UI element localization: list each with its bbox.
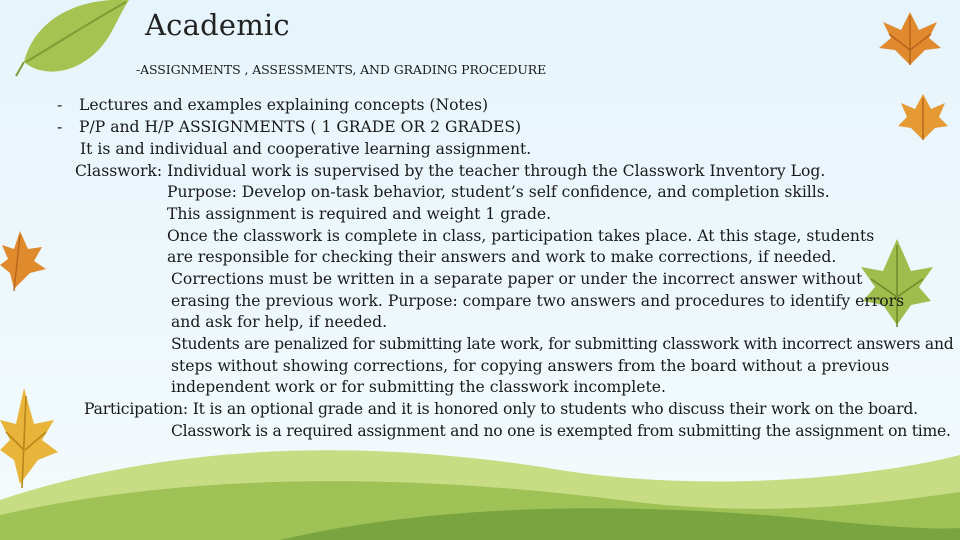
slide-title: Academic xyxy=(145,8,290,42)
orange-leaf-top-right-icon xyxy=(875,10,945,72)
bullet-item-notes: Lectures and examples explaining concepts (Notes) xyxy=(79,96,489,114)
body-line: Students are penalized for submitting late work, for submitting classwork with incorrect answers and xyxy=(171,335,954,353)
green-leaf-top-left-icon xyxy=(14,0,144,82)
body-line: This assignment is required and weight 1 grade. xyxy=(167,205,552,223)
bullet-marker: - xyxy=(57,96,63,114)
slide-subtitle: -ASSIGNMENTS , ASSESSMENTS, AND GRADING PROCEDURE xyxy=(136,62,547,77)
orange-leaf-left-icon xyxy=(0,225,48,295)
orange-leaf-right-icon xyxy=(895,90,950,145)
body-line-participation: Participation: It is an optional grade and it is honored only to students who discuss their work on the board. xyxy=(84,400,918,418)
body-line: are responsible for checking their answers and work to make corrections, if needed. xyxy=(167,248,837,266)
body-line: Classwork is a required assignment and no one is exempted from submitting the assignment on time. xyxy=(171,422,951,440)
body-line-classwork: Classwork: Individual work is supervised by the teacher through the Classwork Inventory Log. xyxy=(75,162,826,180)
body-line: and ask for help, if needed. xyxy=(171,313,388,331)
body-line: Once the classwork is complete in class, participation takes place. At this stage, students xyxy=(167,227,875,245)
body-line: Purpose: Develop on-task behavior, student’s self confidence, and completion skills. xyxy=(167,183,830,201)
body-line: erasing the previous work. Purpose: compare two answers and procedures to identify errors xyxy=(171,292,905,310)
bullet-marker: - xyxy=(57,118,63,136)
yellow-leaf-bottom-left-icon xyxy=(0,380,62,490)
bullet-item-assignments: P/P and H/P ASSIGNMENTS ( 1 GRADE OR 2 GRADES) xyxy=(79,118,522,136)
body-line: It is and individual and cooperative learning assignment. xyxy=(80,140,532,158)
green-leaf-right-icon xyxy=(855,235,940,330)
body-line: steps without showing corrections, for copying answers from the board without a previous xyxy=(171,357,890,375)
body-line: Corrections must be written in a separate paper or under the incorrect answer without xyxy=(171,270,863,288)
body-line: independent work or for submitting the classwork incomplete. xyxy=(171,378,666,396)
